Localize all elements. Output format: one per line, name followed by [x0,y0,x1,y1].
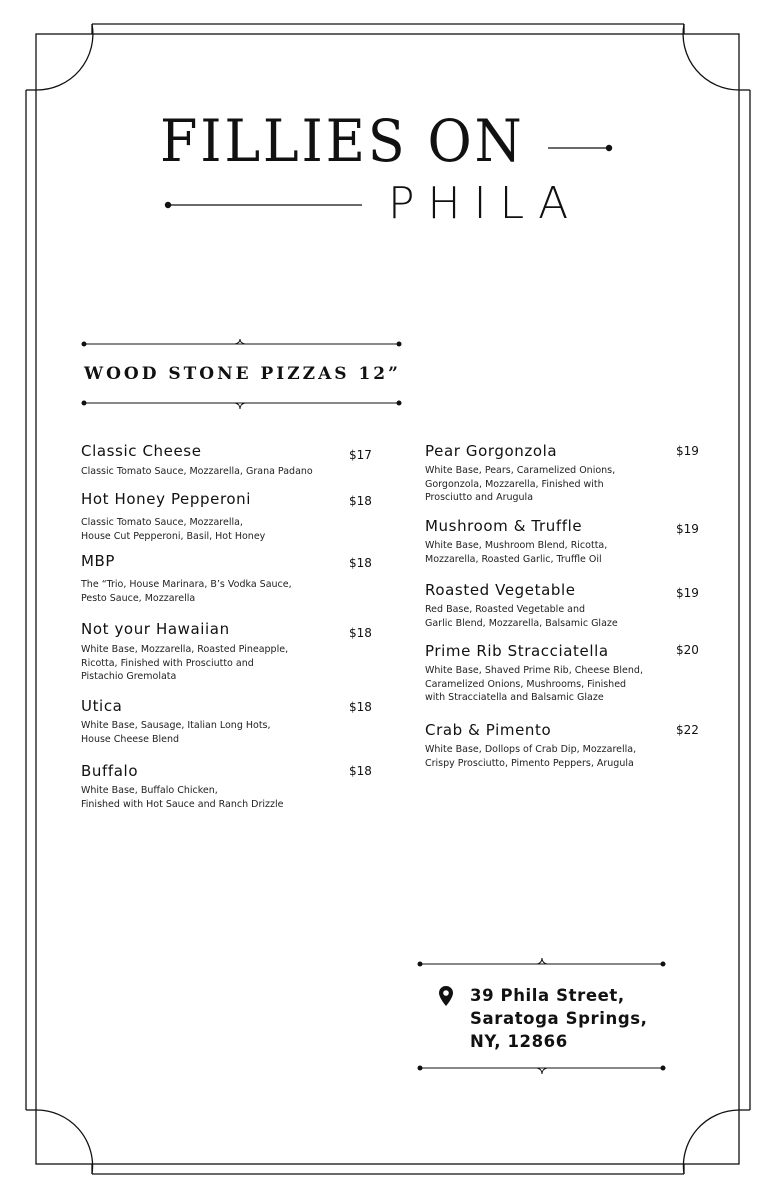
item-name: Buffalo [81,762,139,780]
address-line-state-zip: NY, 12866 [470,1032,568,1051]
menu-item-crab-pimento [425,721,636,770]
item-price: $18 [349,626,372,640]
menu-item-pear-gorgonzola [425,442,615,505]
menu-item-not-your-hawaiian [81,620,288,684]
menu-item-roasted-vegetable [425,581,618,630]
item-price: $18 [349,556,372,570]
item-name: Crab & Pimento [425,721,552,739]
logo-rule-top [548,143,614,153]
address-line-street: 39 Phila Street, [470,986,625,1005]
item-name: Not your Hawaiian [81,620,230,638]
item-price: $17 [349,448,372,462]
section-divider-bottom [80,396,404,412]
item-price: $22 [676,723,699,737]
location-pin-icon [438,985,454,1007]
item-description: White Base, Pears, Caramelized Onions, Gorgonzola, Mozzarella, Finished with Prosciutto and Arugula [425,465,616,503]
item-description: The “Trio, House Marinara, B’s Vodka Sauce, Pesto Sauce, Mozzarella [81,579,292,604]
item-name: MBP [81,552,116,570]
item-description: White Base, Dollops of Crab Dip, Mozzarella, Crispy Prosciutto, Pimento Peppers, Arugula [425,744,637,769]
logo-title-line2: PHILA [388,178,582,229]
item-price: $18 [349,764,372,778]
menu-item-hot-honey-pepperoni [81,490,265,543]
menu-item-buffalo [81,762,283,811]
item-name: Classic Cheese [81,442,202,460]
item-price: $18 [349,494,372,508]
item-description: White Base, Mozzarella, Roasted Pineapple, Ricotta, Finished with Prosciutto and Pistachio Gremolata [81,644,289,682]
menu-item-classic-cheese [81,442,313,479]
item-description: Classic Tomato Sauce, Mozzarella, House Cut Pepperoni, Basil, Hot Honey [81,517,266,542]
item-price: $20 [676,643,699,657]
section-title: WOOD STONE PIZZAS 12” [84,364,401,384]
item-description: White Base, Shaved Prime Rib, Cheese Blend, Caramelized Onions, Mushrooms, Finished with Stracciatella and Balsamic Glaze [425,665,643,703]
item-name: Roasted Vegetable [425,581,576,599]
item-description: White Base, Mushroom Blend, Ricotta, Mozzarella, Roasted Garlic, Truffle Oil [425,540,608,565]
section-divider-top [80,334,404,350]
item-name: Hot Honey Pepperoni [81,490,252,508]
item-description: Red Base, Roasted Vegetable and Garlic Blend, Mozzarella, Balsamic Glaze [425,604,618,629]
item-description: Classic Tomato Sauce, Mozzarella, Grana Padano [81,466,313,477]
item-name: Pear Gorgonzola [425,442,558,460]
menu-item-mushroom-truffle [425,517,607,566]
item-name: Mushroom & Truffle [425,517,583,535]
item-price: $19 [676,444,699,458]
menu-item-mbp [81,552,292,605]
logo-title-line1: FILLIES ON [160,107,525,175]
address-divider-bottom [416,1062,668,1078]
item-description: White Base, Buffalo Chicken, Finished with Hot Sauce and Ranch Drizzle [81,785,284,810]
item-price: $19 [676,586,699,600]
address-line-city: Saratoga Springs, [470,1009,648,1028]
address-divider-top [416,954,668,970]
menu-item-utica [81,697,271,746]
item-price: $18 [349,700,372,714]
item-price: $19 [676,522,699,536]
logo-rule-bottom [164,200,364,210]
menu-item-prime-rib-stracciatella [425,642,643,705]
item-description: White Base, Sausage, Italian Long Hots, House Cheese Blend [81,720,271,745]
address-block [470,984,648,1053]
item-name: Utica [81,697,123,715]
item-name: Prime Rib Stracciatella [425,642,609,660]
